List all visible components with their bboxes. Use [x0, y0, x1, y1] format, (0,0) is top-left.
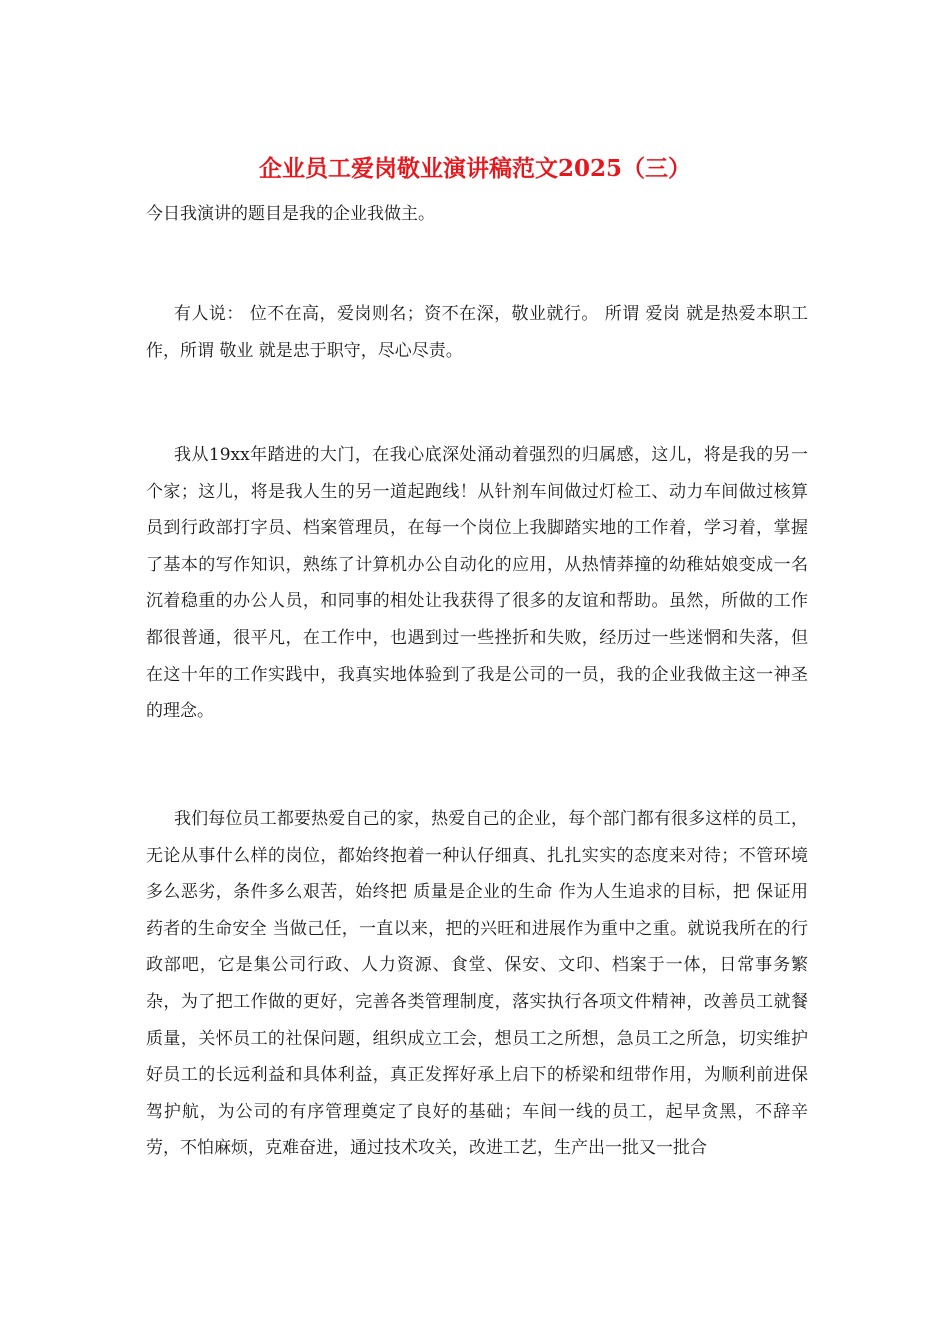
document-title: 企业员工爱岗敬业演讲稿范文2025（三）	[258, 155, 691, 182]
paragraph-employees: 我们每位员工都要热爱自己的家，热爱自己的企业，每个部门都有很多这样的员工，无论从事什么样的岗位，都始终抱着一种认仔细真、扎扎实实的态度来对待；不管环境多么恶劣，条件多么艰苦，始终把 质量是企业的生命 作为人生追求的目标，把 保证用药者的生命安全 当做己任，一直以来，把的兴旺和进展作为重中之重。就说我所在的行政部吧，它是集公司行政、人力资源、食堂、保安、文印、档案于一体，日常事务繁杂，为了把工作做的更好，完善各类管理制度，落实执行各项文件精神，改善员工就餐质量，关怀员工的社保问题，组织成立工会，想员工之所想，急员工之所急，切实维护好员工的长远利益和具体利益，真正发挥好承上启下的桥梁和纽带作用，为顺利前进保驾护航，为公司的有序管理奠定了良好的基础；车间一线的员工，起早贪黑，不辞辛劳，不怕麻烦，克难奋进，通过技术攻关，改进工艺，生产出一批又一批合	[146, 809, 808, 1159]
paragraph-experience: 我从19xx年踏进的大门，在我心底深处涌动着强烈的归属感，这儿，将是我的另一个家；这儿，将是我人生的另一道起跑线！从针剂车间做过灯检工、动力车间做过核算员到行政部打字员、档案管理员，在每一个岗位上我脚踏实地的工作着，学习着，掌握了基本的写作知识，熟练了计算机办公自动化的应用，从热情莽撞的幼稚姑娘变成一名沉着稳重的办公人员，和同事的相处让我获得了很多的友谊和帮助。虽然，所做的工作都很普通，很平凡，在工作中，也遇到过一些挫折和失败，经历过一些迷惘和失落，但在这十年的工作实践中，我真实地体验到了我是公司的一员，我的企业我做主这一神圣的理念。	[146, 445, 808, 722]
paragraph-intro: 今日我演讲的题目是我的企业我做主。	[146, 204, 435, 224]
paragraph-definition: 有人说： 位不在高，爱岗则名；资不在深，敬业就行。 所谓 爱岗 就是热爱本职工作，所谓 敬业 就是忠于职守，尽心尽责。	[146, 304, 808, 361]
